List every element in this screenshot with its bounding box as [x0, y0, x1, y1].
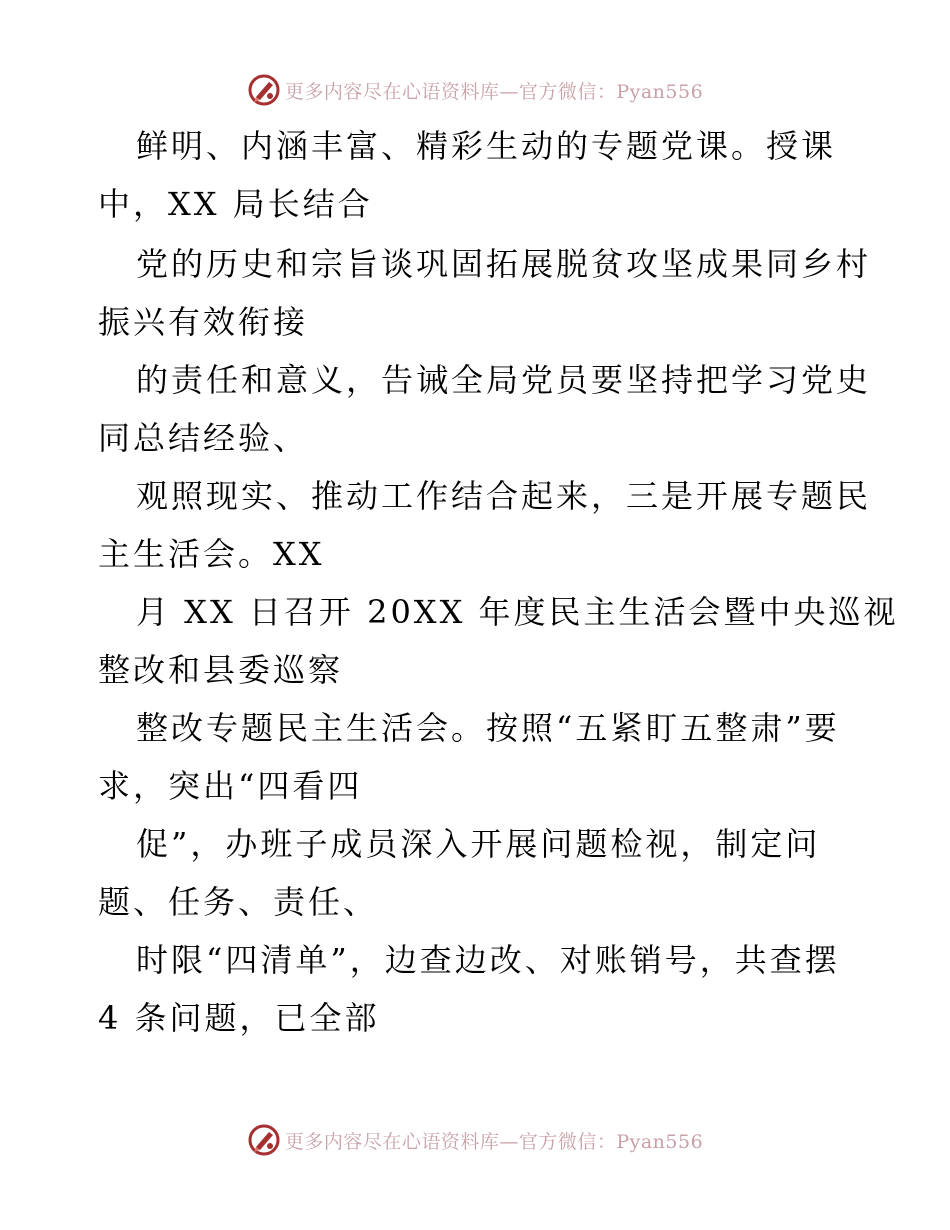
text-line: 题、任务、责任、	[98, 883, 379, 921]
text-line: 月 XX 日召开 20XX 年度民主生活会暨中央巡视	[136, 593, 899, 631]
pen-circle-logo-icon	[247, 73, 281, 107]
text-line: 观照现实、推动工作结合起来，三是开展专题民	[136, 477, 872, 515]
text-line: 同总结经验、	[98, 419, 309, 457]
footer-text: 更多内容尽在心语资料库—官方微信：Pyan556	[284, 1130, 704, 1153]
header-text: 更多内容尽在心语资料库—官方微信：Pyan556	[284, 80, 704, 103]
text-line: 促”，办班子成员深入开展问题检视，制定问	[136, 825, 821, 863]
text-line: 整改专题民主生活会。按照“五紧盯五整肃”要	[136, 709, 840, 747]
text-line: 鲜明、内涵丰富、精彩生动的专题党课。授课	[136, 127, 837, 165]
footer-banner	[0, 1120, 950, 1160]
text-line: 求，突出“四看四	[98, 767, 363, 805]
text-line: 主生活会。XX	[98, 535, 325, 573]
text-line: 振兴有效衔接	[98, 303, 309, 341]
header-banner	[0, 70, 950, 110]
text-line: 整改和县委巡察	[98, 651, 344, 689]
text-line: 时限“四清单”，边查边改、对账销号，共查摆	[136, 941, 840, 979]
text-line: 中，XX 局长结合	[98, 185, 373, 223]
pen-circle-logo-icon	[247, 1123, 281, 1157]
text-line: 党的历史和宗旨谈巩固拓展脱贫攻坚成果同乡村	[136, 245, 872, 283]
text-line: 4 条问题，已全部	[98, 999, 380, 1037]
text-line: 的责任和意义，告诫全局党员要坚持把学习党史	[136, 361, 872, 399]
